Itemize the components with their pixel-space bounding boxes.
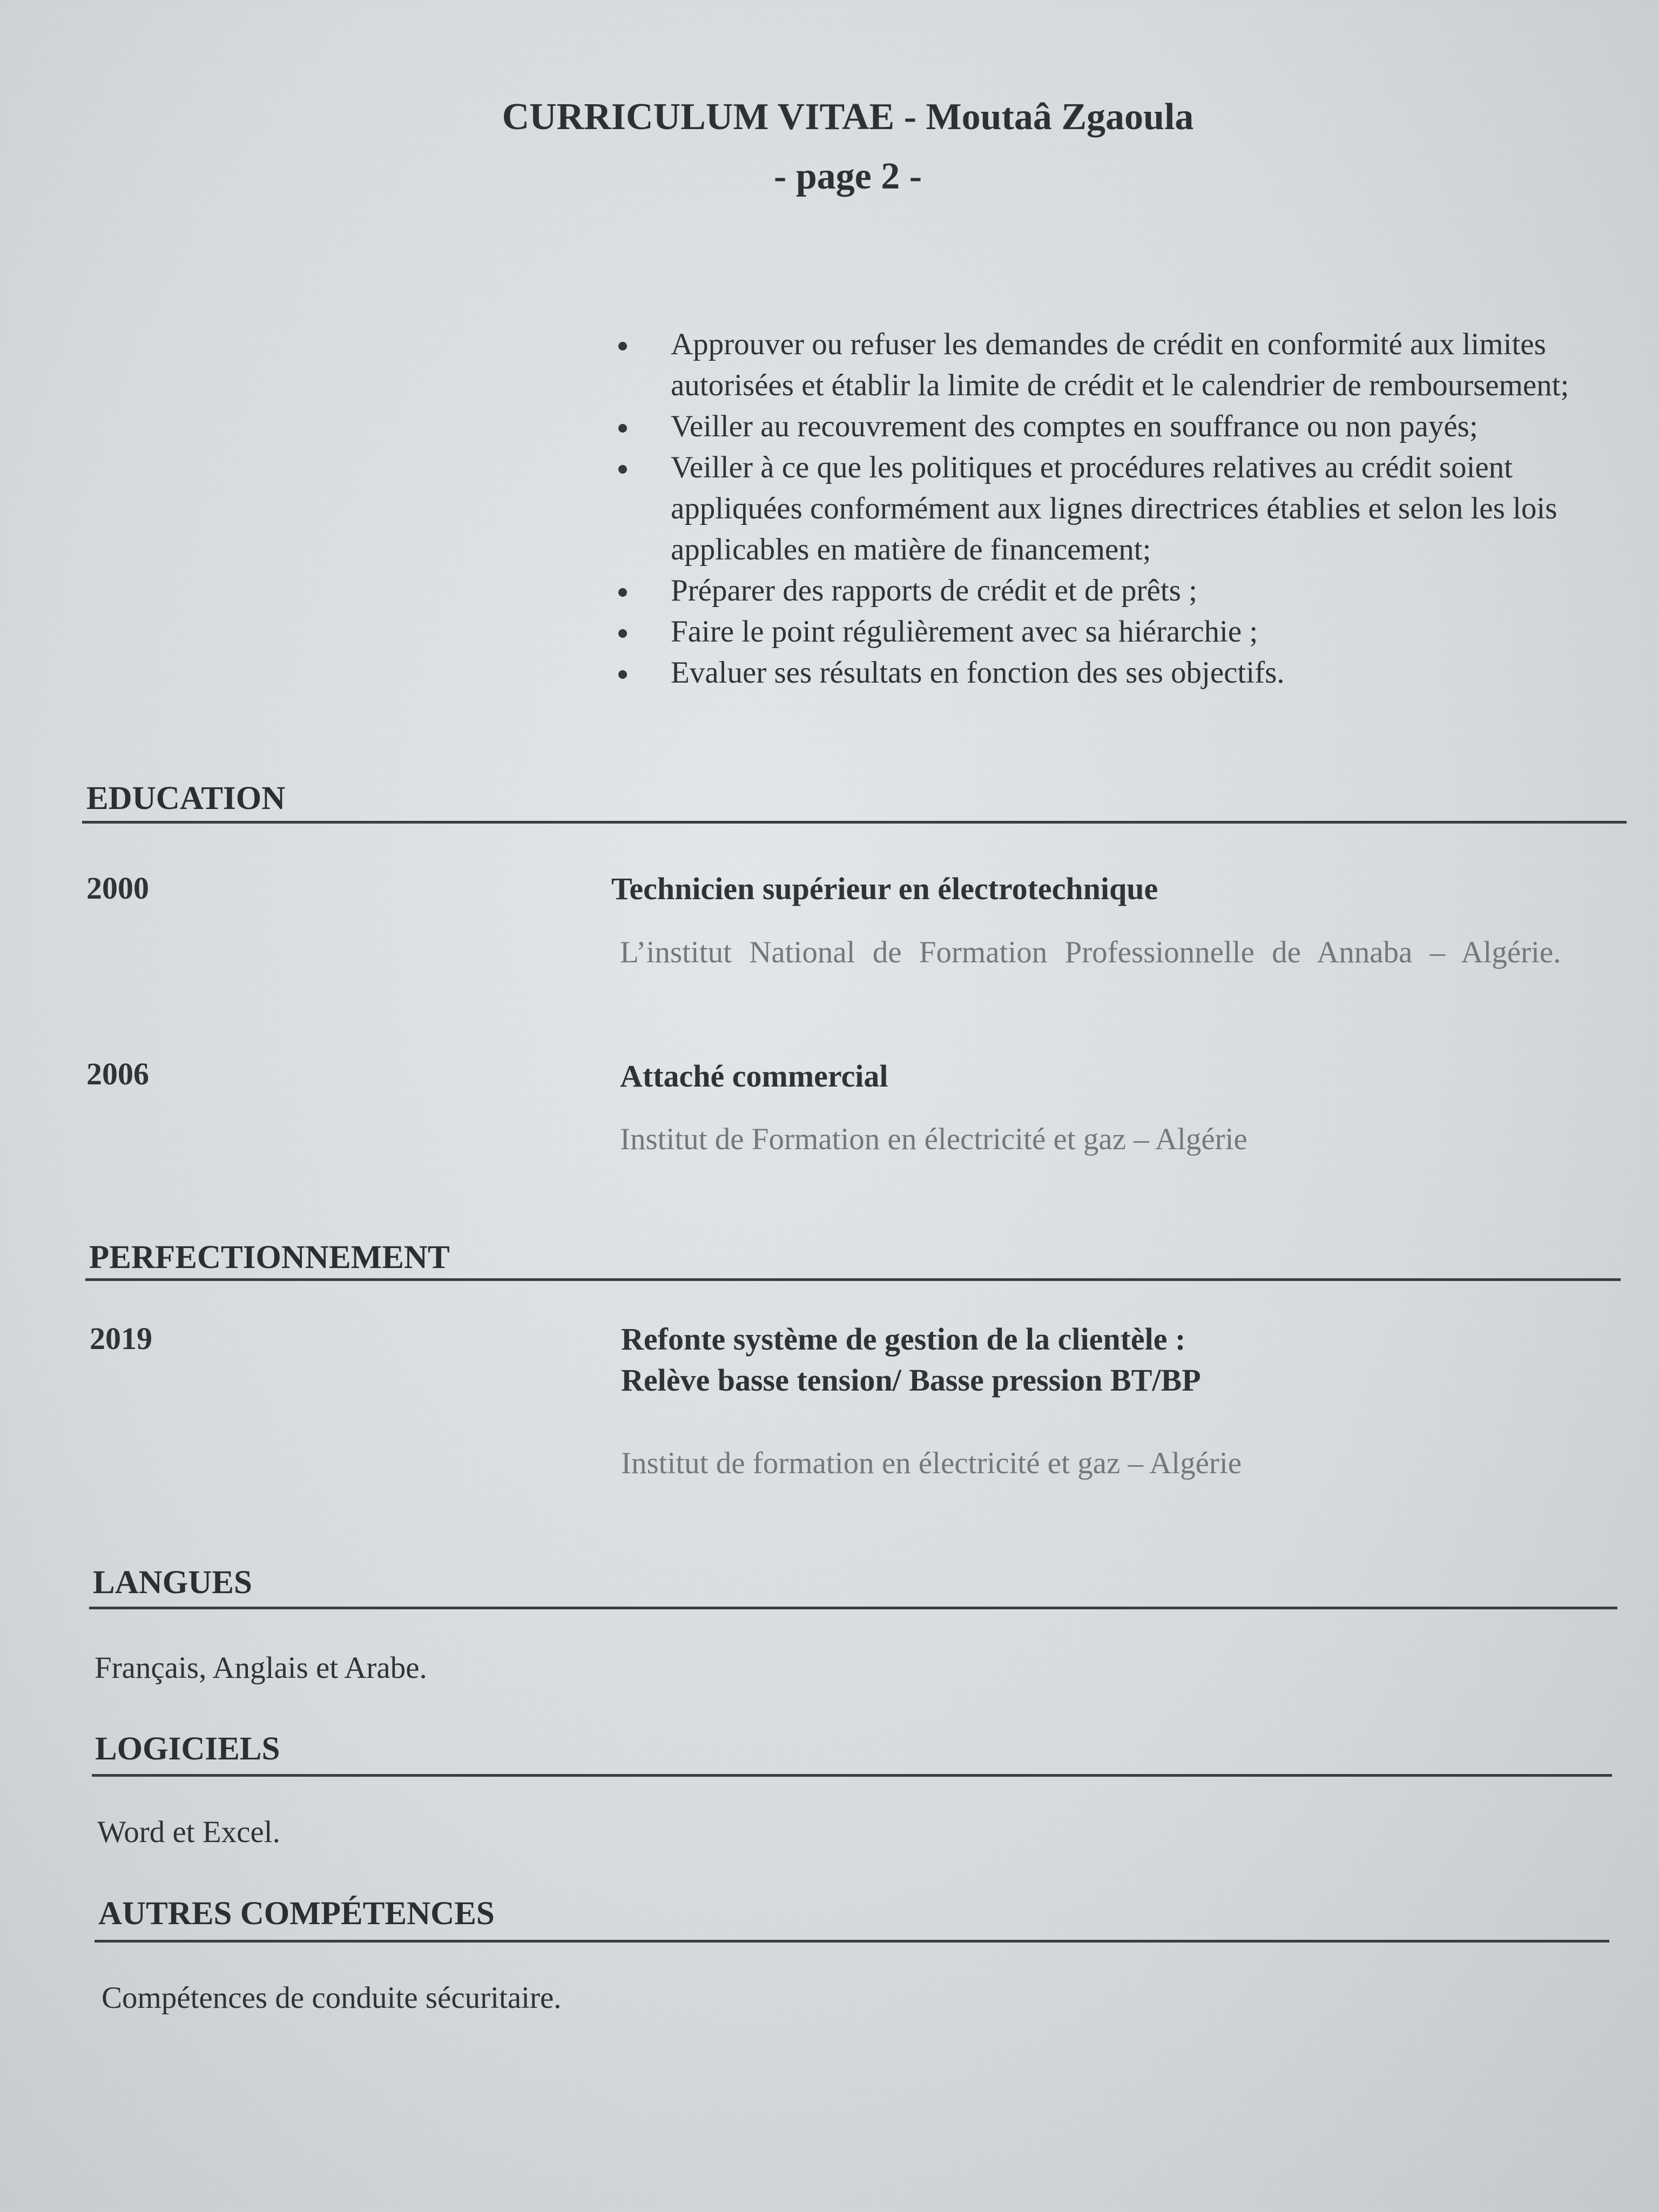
logiciels-text: Word et Excel. [97, 1815, 280, 1849]
list-item: Veiller au recouvrement des comptes en souffrance ou non payés; [616, 406, 1620, 447]
list-item: Préparer des rapports de crédit et de prêts ; [616, 570, 1620, 611]
training-year: 2019 [90, 1321, 152, 1356]
training-subtitle: Relève basse tension/ Basse pression BT/BP [621, 1363, 1201, 1398]
autres-competences-divider [95, 1940, 1609, 1943]
education-year: 2000 [86, 871, 149, 906]
langues-text: Français, Anglais et Arabe. [95, 1651, 427, 1685]
logiciels-divider [92, 1774, 1612, 1777]
autres-competences-heading: AUTRES COMPÉTENCES [98, 1896, 495, 1932]
education-degree: Attaché commercial [620, 1058, 888, 1094]
page-number: - page 2 - [773, 156, 922, 197]
education-heading: EDUCATION [86, 780, 286, 817]
education-degree: Technicien supérieur en électrotechnique [611, 871, 1158, 906]
perfectionnement-divider [85, 1278, 1621, 1281]
page-title: CURRICULUM VITAE - Moutaâ Zgaoula [502, 96, 1194, 138]
perfectionnement-heading: PERFECTIONNEMENT [89, 1239, 450, 1276]
education-year: 2006 [86, 1056, 149, 1091]
list-item: Veiller à ce que les politiques et procédures relatives au crédit soient appliquées conformément aux lignes directrices établies et selon les lois applicables en matière de financement; [616, 447, 1620, 570]
autres-competences-text: Compétences de conduite sécuritaire. [102, 1981, 562, 2015]
education-institution: Institut de Formation en électricité et gaz – Algérie [620, 1122, 1247, 1156]
education-institution: L’institut National de Formation Professionnelle de Annaba – Algérie. [620, 935, 1561, 969]
training-title: Refonte système de gestion de la clientèle : [621, 1321, 1186, 1357]
list-item: Faire le point régulièrement avec sa hiérarchie ; [616, 611, 1620, 652]
education-divider [82, 821, 1627, 824]
list-item: Evaluer ses résultats en fonction des ses objectifs. [616, 652, 1620, 693]
langues-heading: LANGUES [93, 1564, 252, 1601]
list-item: Approuver ou refuser les demandes de crédit en conformité aux limites autorisées et établir la limite de crédit et le calendrier de remboursement; [616, 324, 1620, 406]
logiciels-heading: LOGICIELS [95, 1731, 280, 1767]
langues-divider [89, 1607, 1617, 1609]
training-institution: Institut de formation en électricité et gaz – Algérie [621, 1446, 1242, 1480]
experience-task-list [616, 324, 1620, 693]
